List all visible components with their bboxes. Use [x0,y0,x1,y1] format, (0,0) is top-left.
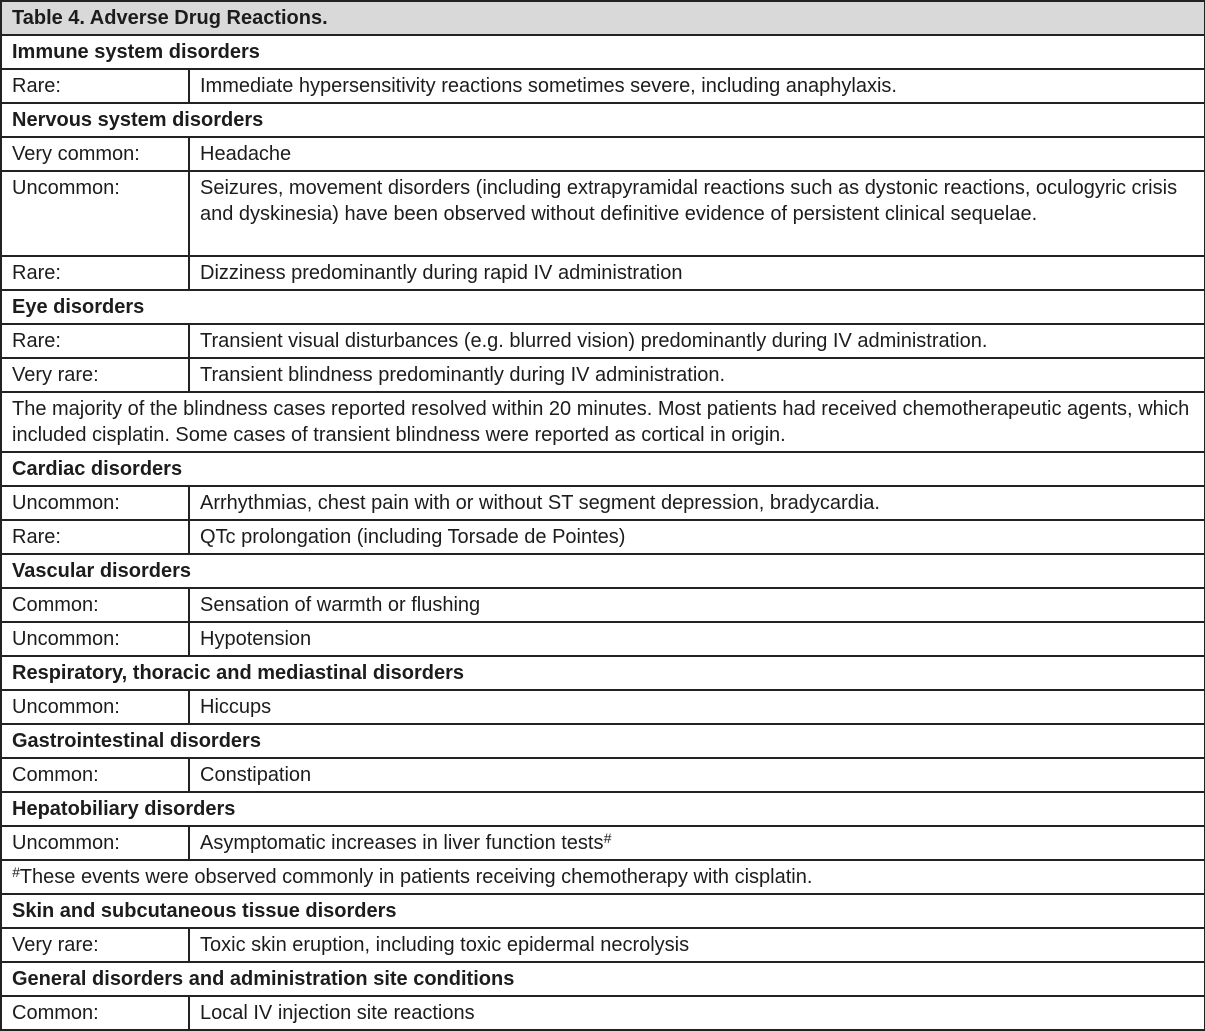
footnote-mark: # [12,864,20,880]
section-heading-vascular: Vascular disorders [1,554,1205,588]
section-heading-nervous: Nervous system disorders [1,103,1205,137]
frequency-cell: Uncommon: [1,690,189,724]
reaction-cell: Hiccups [189,690,1205,724]
reaction-cell: Sensation of warmth or flushing [189,588,1205,622]
frequency-cell: Rare: [1,520,189,554]
table-title: Table 4. Adverse Drug Reactions. [1,1,1205,35]
section-heading-row [1,35,1205,69]
section-heading-row [1,962,1205,996]
table-row [1,324,1205,358]
section-heading-row [1,452,1205,486]
frequency-cell: Very rare: [1,928,189,962]
section-heading-skin: Skin and subcutaneous tissue disorders [1,894,1205,928]
section-heading-row [1,290,1205,324]
frequency-cell: Uncommon: [1,622,189,656]
note-row [1,392,1205,452]
reaction-cell: Arrhythmias, chest pain with or without ST segment depression, bradycardia. [189,486,1205,520]
footnote-mark: # [603,830,612,846]
frequency-cell: Very rare: [1,358,189,392]
reaction-cell: Hypotension [189,622,1205,656]
reaction-cell [189,826,1205,860]
section-heading-general: General disorders and administration site conditions [1,962,1205,996]
section-heading-row [1,103,1205,137]
reaction-cell: Constipation [189,758,1205,792]
reaction-cell: Headache [189,137,1205,171]
table-row [1,69,1205,103]
reaction-cell: QTc prolongation (including Torsade de Pointes) [189,520,1205,554]
table-row [1,256,1205,290]
reaction-cell: Dizziness predominantly during rapid IV administration [189,256,1205,290]
section-heading-gastro: Gastrointestinal disorders [1,724,1205,758]
table-row [1,588,1205,622]
reaction-cell: Transient blindness predominantly during IV administration. [189,358,1205,392]
section-heading-cardiac: Cardiac disorders [1,452,1205,486]
footnote-text: These events were observed commonly in patients receiving chemotherapy with cisplatin. [19,866,813,888]
frequency-cell: Uncommon: [1,486,189,520]
frequency-cell: Common: [1,996,189,1030]
table-row [1,137,1205,171]
section-heading-respiratory: Respiratory, thoracic and mediastinal disorders [1,656,1205,690]
table-title-row [1,1,1205,35]
table-row [1,758,1205,792]
frequency-cell: Common: [1,588,189,622]
table-row [1,520,1205,554]
reaction-cell: Immediate hypersensitivity reactions sometimes severe, including anaphylaxis. [189,69,1205,103]
note-row [1,860,1205,894]
table-row [1,690,1205,724]
frequency-cell: Common: [1,758,189,792]
table-row [1,928,1205,962]
table-row [1,171,1205,256]
table-row [1,358,1205,392]
footnote-cell [1,860,1205,894]
section-heading-row [1,792,1205,826]
frequency-cell: Uncommon: [1,171,189,256]
section-heading-row [1,724,1205,758]
reaction-cell: Transient visual disturbances (e.g. blurred vision) predominantly during IV administration. [189,324,1205,358]
section-heading-immune: Immune system disorders [1,35,1205,69]
table-row [1,826,1205,860]
frequency-cell: Rare: [1,256,189,290]
frequency-cell: Rare: [1,324,189,358]
section-heading-row [1,894,1205,928]
reaction-text: Asymptomatic increases in liver function tests [200,832,604,854]
frequency-cell: Rare: [1,69,189,103]
reaction-cell: Toxic skin eruption, including toxic epidermal necrolysis [189,928,1205,962]
frequency-cell: Very common: [1,137,189,171]
table-row [1,622,1205,656]
table-row [1,486,1205,520]
reaction-cell: Local IV injection site reactions [189,996,1205,1030]
section-heading-row [1,656,1205,690]
frequency-cell: Uncommon: [1,826,189,860]
blindness-note: The majority of the blindness cases reported resolved within 20 minutes. Most patients had received chemotherapeutic agents, which included cisplatin. Some cases of transient blindness were reported as cortical in origin. [1,392,1205,452]
reaction-cell: Seizures, movement disorders (including extrapyramidal reactions such as dystonic reactions, oculogyric crisis and dyskinesia) have been observed without definitive evidence of persistent clinical sequelae. [189,171,1205,256]
section-heading-eye: Eye disorders [1,290,1205,324]
section-heading-row [1,554,1205,588]
section-heading-hepato: Hepatobiliary disorders [1,792,1205,826]
table-row [1,996,1205,1030]
